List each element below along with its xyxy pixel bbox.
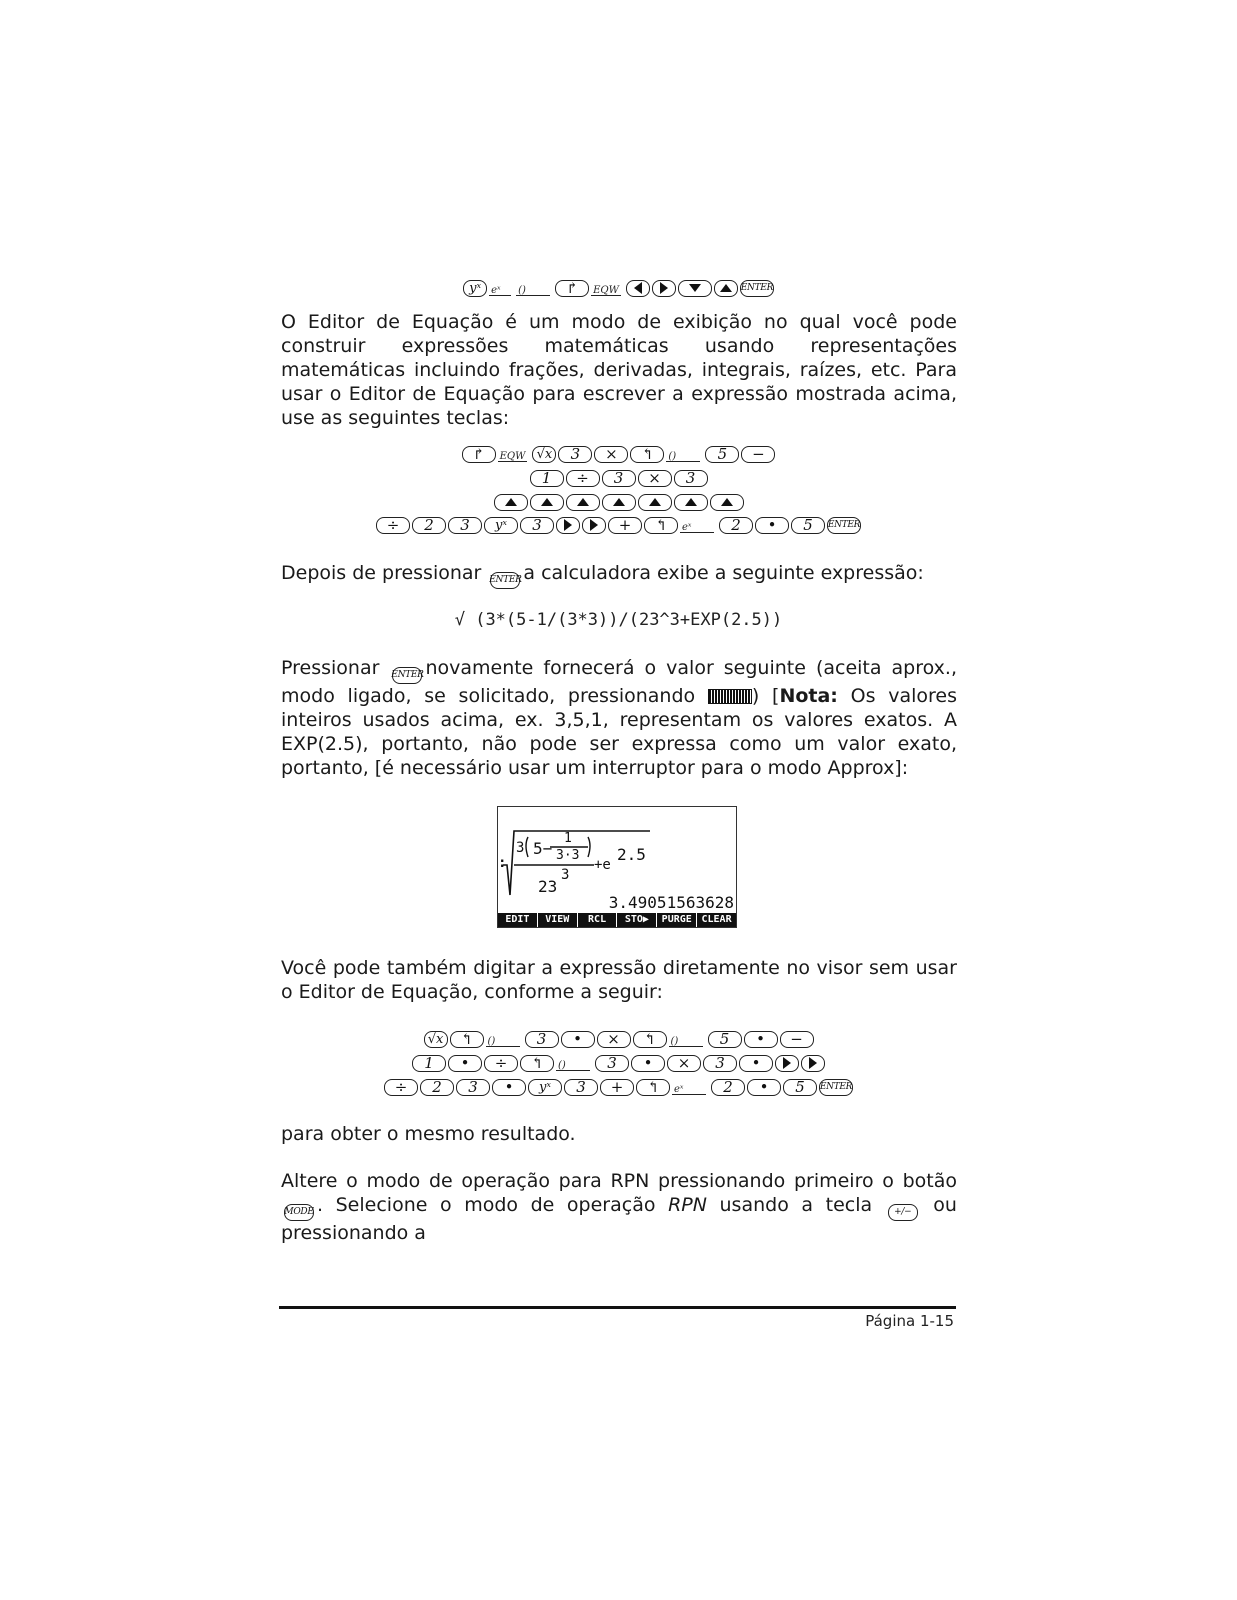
key-right-shift[interactable]: ↱ (555, 280, 589, 297)
down-arrow-icon (689, 284, 701, 292)
key-row-eqw-3 (0, 492, 1237, 512)
key-up-arrow[interactable] (638, 494, 672, 511)
right-arrow-icon (564, 519, 572, 531)
key-2[interactable]: 2 (412, 517, 446, 534)
text-segment: Os valores inteiros usados acima, ex. 3,5,1, representam os valores exatos. A EXP(2.5), portanto, não pode ser expressa como um valor exato, portanto, [é necessário usar um interruptor para o modo Approx]: (281, 684, 958, 779)
key-mode[interactable]: MODE (284, 1204, 314, 1221)
key-down-arrow[interactable] (678, 280, 712, 297)
key-multiply[interactable]: × (597, 1031, 631, 1048)
label-parens: () (556, 1061, 590, 1071)
right-arrow-icon (590, 519, 598, 531)
key-decimal[interactable]: • (755, 517, 789, 534)
key-2[interactable]: 2 (711, 1079, 745, 1096)
label-eqw: EQW (499, 451, 526, 462)
key-5[interactable]: 5 (705, 446, 739, 463)
screen-coef: 3 (516, 840, 525, 856)
softkey-grid-icon[interactable] (708, 689, 752, 704)
paragraph-approx (281, 656, 957, 780)
softkey-sto[interactable]: STO▶ (617, 913, 657, 927)
up-arrow-icon (720, 284, 732, 292)
key-3[interactable]: 3 (602, 470, 636, 487)
key-2[interactable]: 2 (420, 1079, 454, 1096)
key-right-arrow[interactable] (652, 280, 676, 297)
key-5[interactable]: 5 (708, 1031, 742, 1048)
screen-den-exp: 3 (561, 867, 570, 883)
key-3[interactable]: 3 (448, 517, 482, 534)
key-multiply[interactable]: × (594, 446, 628, 463)
paragraph-same-result: para obter o mesmo resultado. (281, 1123, 576, 1145)
text-segment: ) [ (751, 684, 780, 707)
key-row-top (0, 278, 1237, 298)
right-arrow-icon (783, 1057, 791, 1069)
key-3[interactable]: 3 (674, 470, 708, 487)
label-ex: eˣ (672, 1085, 706, 1095)
text-segment: a calculadora exibe a seguinte expressão: (523, 562, 924, 584)
up-arrow-icon (577, 498, 589, 506)
right-arrow-icon (660, 282, 668, 294)
label-ex: eˣ (489, 286, 511, 296)
key-3[interactable]: 3 (525, 1031, 559, 1048)
key-decimal[interactable]: • (561, 1031, 595, 1048)
key-row-direct-2 (0, 1053, 1237, 1073)
key-right-arrow[interactable] (775, 1055, 799, 1072)
key-row-eqw-2 (0, 468, 1237, 488)
key-1[interactable]: 1 (530, 470, 564, 487)
key-decimal[interactable]: • (448, 1055, 482, 1072)
key-right-shift[interactable]: ↱ (462, 446, 496, 463)
key-3[interactable]: 3 (558, 446, 592, 463)
key-5[interactable]: 5 (783, 1079, 817, 1096)
key-enter[interactable]: ENTER (490, 572, 520, 589)
key-plus[interactable]: + (600, 1079, 634, 1096)
key-up-arrow[interactable] (714, 280, 738, 297)
key-2[interactable]: 2 (719, 517, 753, 534)
page-number: Página 1-15 (865, 1312, 954, 1330)
key-3[interactable]: 3 (564, 1079, 598, 1096)
screen-frac-den: 3·3 (556, 848, 580, 863)
key-left-arrow[interactable] (626, 280, 650, 297)
softkey-menu (498, 913, 736, 927)
right-arrow-icon (809, 1057, 817, 1069)
key-right-arrow[interactable] (582, 517, 606, 534)
paragraph-intro: O Editor de Equação é um modo de exibição no qual você pode construir expressões matemáticas usando representações matemáticas incluindo frações, derivadas, integrais, raízes, etc. Para usar o Editor de Equação para escrever a expressão mostrada acima, use as seguintes teclas: (281, 311, 957, 429)
key-right-arrow[interactable] (556, 517, 580, 534)
text-segment: Pressionar (281, 657, 380, 679)
key-divide[interactable]: ÷ (484, 1055, 518, 1072)
screen-den-base: 23 (538, 877, 558, 896)
key-3[interactable]: 3 (520, 517, 554, 534)
label-parens: () (486, 1037, 520, 1047)
key-up-arrow[interactable] (710, 494, 744, 511)
key-5[interactable]: 5 (791, 517, 825, 534)
paragraph-direct: Você pode também digitar a expressão diretamente no visor sem usar o Editor de Equação, conforme a seguir: (281, 957, 957, 1003)
key-yx[interactable]: yˣ (484, 517, 518, 534)
screen-result: 3.49051563628 (608, 893, 734, 912)
key-up-arrow[interactable] (530, 494, 564, 511)
key-left-shift[interactable]: ↰ (636, 1079, 670, 1096)
key-left-shift[interactable]: ↰ (633, 1031, 667, 1048)
softkey-view[interactable]: VIEW (538, 913, 578, 927)
screen-exp-e: +e (594, 857, 611, 873)
key-divide[interactable]: ÷ (566, 470, 600, 487)
label-parens: () (669, 1037, 703, 1047)
key-up-arrow[interactable] (494, 494, 528, 511)
key-divide[interactable]: ÷ (384, 1079, 418, 1096)
softkey-purge[interactable]: PURGE (657, 913, 697, 927)
up-arrow-icon (721, 498, 733, 506)
key-decimal[interactable]: • (744, 1031, 778, 1048)
up-arrow-icon (685, 498, 697, 506)
key-row-eqw-1 (0, 444, 1237, 464)
note-label: Nota: (779, 684, 838, 707)
key-up-arrow[interactable] (674, 494, 708, 511)
key-divide[interactable]: ÷ (376, 517, 410, 534)
up-arrow-icon (613, 498, 625, 506)
key-plus-minus[interactable]: +/− (888, 1204, 918, 1221)
key-left-shift[interactable]: ↰ (450, 1031, 484, 1048)
key-yx[interactable]: yˣ (528, 1079, 562, 1096)
key-minus[interactable]: − (741, 446, 775, 463)
softkey-edit[interactable]: EDIT (498, 913, 538, 927)
key-right-arrow[interactable] (801, 1055, 825, 1072)
text-segment: Depois de pressionar (281, 562, 482, 584)
key-up-arrow[interactable] (566, 494, 600, 511)
key-left-shift[interactable]: ↰ (630, 446, 664, 463)
paragraph-rpn (281, 1169, 957, 1245)
key-enter[interactable]: ENTER (827, 517, 861, 534)
label-parens: () (666, 452, 700, 462)
key-enter[interactable]: ENTER (819, 1079, 853, 1096)
key-decimal[interactable]: • (492, 1079, 526, 1096)
key-decimal[interactable]: • (747, 1079, 781, 1096)
text-segment: Selecione o modo de operação (335, 1194, 656, 1216)
key-enter[interactable]: ENTER (740, 280, 774, 297)
key-left-shift[interactable]: ↰ (644, 517, 678, 534)
key-yx[interactable]: yˣ (463, 280, 487, 297)
footer-rule (279, 1306, 956, 1309)
screen-inner: 5− (533, 839, 553, 858)
calculator-screen (497, 806, 737, 928)
key-sqrt[interactable]: √x (532, 446, 556, 463)
key-enter[interactable]: ENTER (392, 667, 422, 684)
key-row-direct-1 (0, 1029, 1237, 1049)
label-ex: eˣ (680, 523, 714, 533)
key-sqrt[interactable]: √x (424, 1031, 448, 1048)
screen-prefix: : (498, 855, 507, 871)
key-1[interactable]: 1 (412, 1055, 446, 1072)
key-3[interactable]: 3 (595, 1055, 629, 1072)
rpn-term: RPN (668, 1194, 707, 1216)
key-plus[interactable]: + (608, 517, 642, 534)
paragraph-after-enter (281, 561, 957, 589)
screen-frac-num: 1 (564, 831, 572, 846)
up-arrow-icon (649, 498, 661, 506)
key-left-shift[interactable]: ↰ (520, 1055, 554, 1072)
left-arrow-icon (634, 282, 642, 294)
softkey-rcl[interactable]: RCL (578, 913, 618, 927)
text-segment: Altere o modo de operação para RPN pressionando primeiro o botão (281, 1170, 957, 1192)
label-parens: () (516, 286, 550, 296)
key-decimal[interactable]: • (631, 1055, 665, 1072)
expression-code: √ (3*(5-1/(3*3))/(23^3+EXP(2.5)) (454, 610, 783, 630)
up-arrow-icon (541, 498, 553, 506)
key-up-arrow[interactable] (602, 494, 636, 511)
text-segment: usando a tecla (719, 1194, 873, 1216)
text-segment: novamente fornecerá o valor seguinte (aceita aprox., modo ligado, se solicitado, pressionando (281, 657, 958, 707)
key-row-eqw-4 (0, 515, 1237, 535)
key-minus[interactable]: − (780, 1031, 814, 1048)
screen-exp-val: 2.5 (617, 845, 646, 864)
label-eqw: EQW (593, 285, 619, 296)
key-decimal[interactable]: • (739, 1055, 773, 1072)
key-row-direct-3 (0, 1077, 1237, 1097)
key-3[interactable]: 3 (703, 1055, 737, 1072)
key-multiply[interactable]: × (638, 470, 672, 487)
up-arrow-icon (505, 498, 517, 506)
text-segment: ou pressionando a (281, 1194, 957, 1244)
key-multiply[interactable]: × (667, 1055, 701, 1072)
key-3[interactable]: 3 (456, 1079, 490, 1096)
text-segment: . (317, 1194, 324, 1216)
softkey-clear[interactable]: CLEAR (701, 914, 732, 925)
